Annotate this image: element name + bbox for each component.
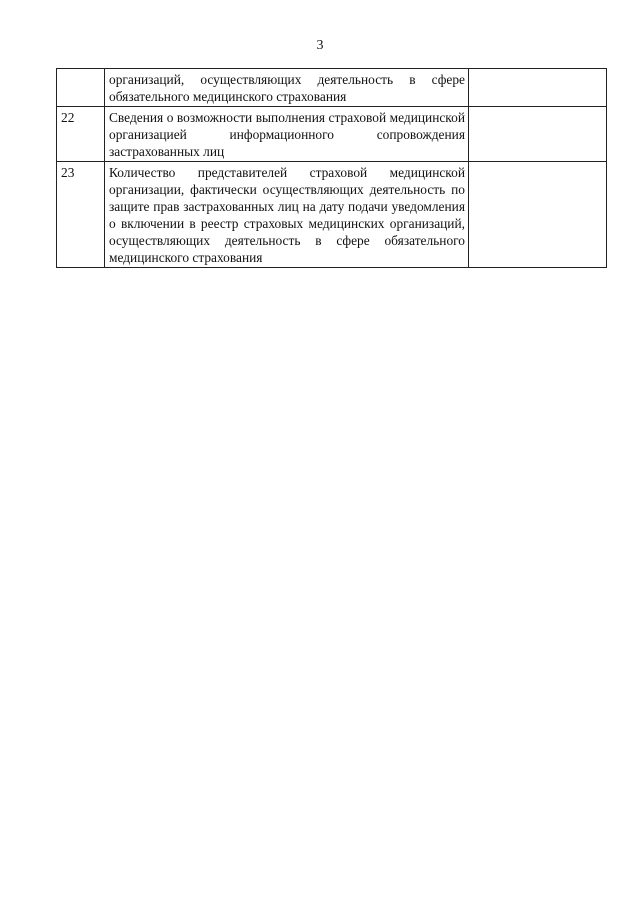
row-value-cell [469,69,607,107]
row-number: 22 [57,107,105,162]
row-description: Сведения о возможности выполнения страховой медицинской организацией информационного сопровождения застрахованных лиц [105,107,469,162]
row-value-cell [469,162,607,268]
table-row [57,162,607,268]
table-row [57,107,607,162]
form-table [56,68,607,268]
row-number: 23 [57,162,105,268]
row-description: Количество представителей страховой медицинской организации, фактически осуществляющих деятельность по защите прав застрахованных лиц на дату подачи уведомления о включении в реестр страховых медицинских организаций, осуществляющих деятельность в сфере обязательного медицинского страхования [105,162,469,268]
row-number [57,69,105,107]
row-description: организаций, осуществляющих деятельность в сфере обязательного медицинского страхования [105,69,469,107]
page-number: 3 [316,38,324,53]
row-value-cell [469,107,607,162]
table-row [57,69,607,107]
